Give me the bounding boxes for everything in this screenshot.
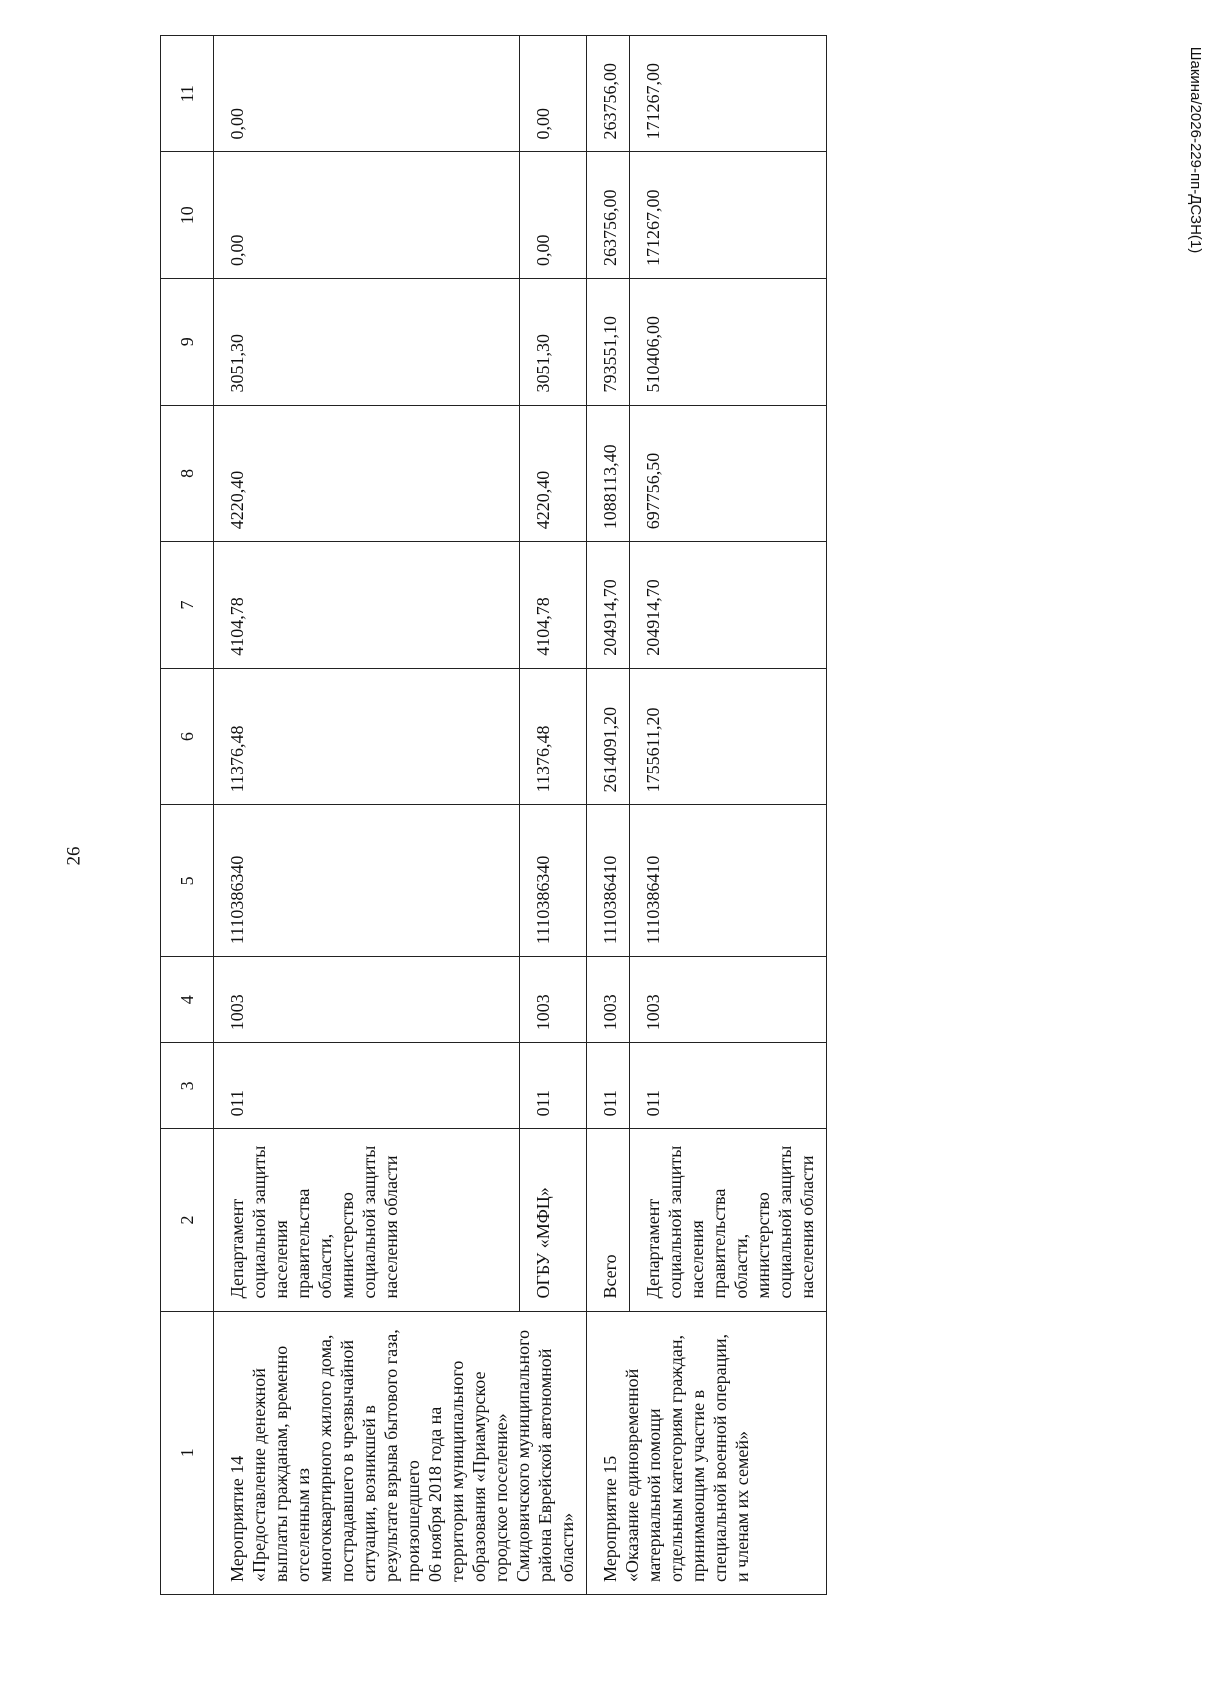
target-code-cell: 1110386340 xyxy=(214,805,520,957)
total-amount-cell: 2614091,20 xyxy=(587,668,630,805)
year-amount-cell: 0,00 xyxy=(520,36,587,152)
header-cell: 1 xyxy=(161,1311,214,1594)
total-amount-cell: 1755611,20 xyxy=(630,668,827,805)
year-amount-cell: 204914,70 xyxy=(630,542,827,669)
header-cell: 6 xyxy=(161,668,214,805)
total-amount-cell: 11376,48 xyxy=(214,668,520,805)
measure-description: Мероприятие 15 «Оказание единовременной материальной помощи отдельным категориям граждан, принимающим участие в специальной военной операции, и членам их семей» xyxy=(587,1311,827,1594)
year-amount-cell: 510406,00 xyxy=(630,279,827,406)
header-cell: 9 xyxy=(161,279,214,406)
target-code-cell: 1110386340 xyxy=(520,805,587,957)
table-row xyxy=(214,36,520,1595)
executor-cell: Департамент социальной защиты населения правительства области, министерство социальной защиты населения области xyxy=(214,1129,520,1311)
year-amount-cell: 263756,00 xyxy=(587,36,630,152)
year-amount-cell: 3051,30 xyxy=(520,279,587,406)
header-cell: 4 xyxy=(161,957,214,1043)
year-amount-cell: 0,00 xyxy=(520,152,587,279)
target-code-cell: 1110386410 xyxy=(587,805,630,957)
ministry-code-cell: 011 xyxy=(520,1043,587,1129)
year-amount-cell: 3051,30 xyxy=(214,279,520,406)
header-cell: 8 xyxy=(161,405,214,542)
header-cell: 11 xyxy=(161,36,214,152)
year-amount-cell: 793551,10 xyxy=(587,279,630,406)
header-cell: 5 xyxy=(161,805,214,957)
budget-table xyxy=(160,35,827,1595)
year-amount-cell: 4104,78 xyxy=(214,542,520,669)
executor-cell: Департамент социальной защиты населения правительства области, министерство социальной защиты населения области xyxy=(630,1129,827,1311)
header-cell: 7 xyxy=(161,542,214,669)
executor-cell: Всего xyxy=(587,1129,630,1311)
section-code-cell: 1003 xyxy=(214,957,520,1043)
year-amount-cell: 171267,00 xyxy=(630,152,827,279)
rotated-table-container xyxy=(160,35,1060,1595)
header-cell: 2 xyxy=(161,1129,214,1311)
year-amount-cell: 4220,40 xyxy=(214,405,520,542)
target-code-cell: 1110386410 xyxy=(630,805,827,957)
section-code-cell: 1003 xyxy=(630,957,827,1043)
year-amount-cell: 4104,78 xyxy=(520,542,587,669)
ministry-code-cell: 011 xyxy=(587,1043,630,1129)
total-amount-cell: 11376,48 xyxy=(520,668,587,805)
header-row xyxy=(161,36,214,1595)
year-amount-cell: 263756,00 xyxy=(587,152,630,279)
document-code: Шакина/2026-229-пп-ДСЗН(1) xyxy=(1187,46,1204,254)
table-row xyxy=(587,36,630,1595)
executor-cell: ОГБУ «МФЦ» xyxy=(520,1129,587,1311)
year-amount-cell: 1088113,40 xyxy=(587,405,630,542)
year-amount-cell: 0,00 xyxy=(214,152,520,279)
section-code-cell: 1003 xyxy=(520,957,587,1043)
year-amount-cell: 697756,50 xyxy=(630,405,827,542)
year-amount-cell: 4220,40 xyxy=(520,405,587,542)
header-cell: 10 xyxy=(161,152,214,279)
measure-description: Мероприятие 14 «Предоставление денежной выплаты гражданам, временно отселенным из многоквартирного жилого дома, пострадавшего в чрезвычайной ситуации, возникшей в результате взрыва бытового газа, произошедшего 06 ноября 2018 года на территории муниципального образования «Приамурское городское поселение» Смидовичского муниципального района Еврейской автономной области» xyxy=(214,1311,587,1594)
ministry-code-cell: 011 xyxy=(630,1043,827,1129)
ministry-code-cell: 011 xyxy=(214,1043,520,1129)
header-cell: 3 xyxy=(161,1043,214,1129)
section-code-cell: 1003 xyxy=(587,957,630,1043)
table-wrapper xyxy=(160,35,1060,1595)
year-amount-cell: 204914,70 xyxy=(587,542,630,669)
page-number: 26 xyxy=(63,846,85,866)
year-amount-cell: 0,00 xyxy=(214,36,520,152)
year-amount-cell: 171267,00 xyxy=(630,36,827,152)
